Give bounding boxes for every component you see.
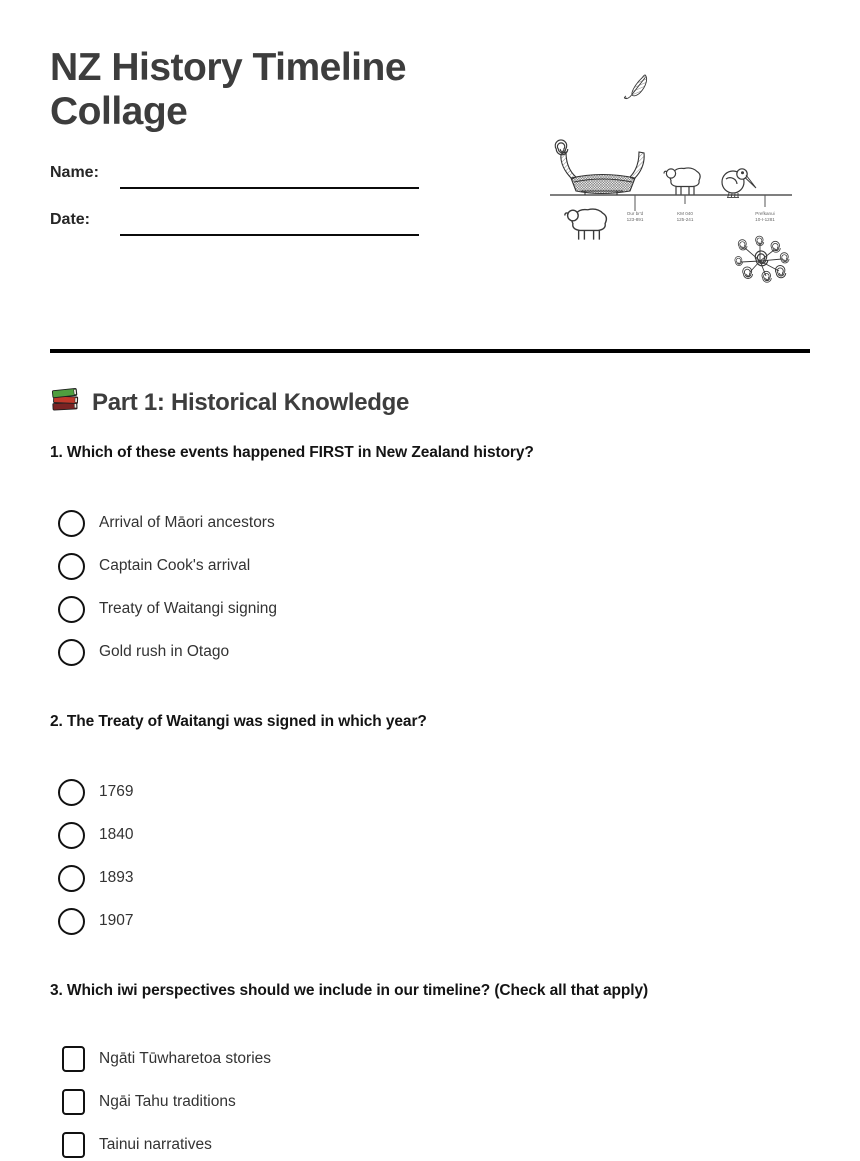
q2-option-label: 1893 (99, 869, 134, 886)
q1-option-label: Treaty of Waitangi signing (99, 600, 278, 617)
q1-radio-2[interactable] (58, 553, 85, 580)
section-divider (50, 349, 810, 353)
q3-option-row (62, 1089, 236, 1115)
books-emoji-icon (50, 386, 82, 419)
q3-checkbox-2[interactable] (62, 1089, 85, 1115)
q2-radio-4[interactable] (58, 908, 85, 935)
q1-option-label: Captain Cook's arrival (99, 557, 251, 574)
timeline-tick-label: 125-241 (676, 217, 694, 222)
q3-checkbox-1[interactable] (62, 1046, 85, 1072)
timeline-tick-label: Our br'd (626, 211, 644, 216)
q3-checkbox-3[interactable] (62, 1132, 85, 1158)
kiwi-icon (722, 169, 756, 198)
waka-icon (555, 140, 644, 195)
part1-heading-text: Part 1: Historical Knowledge (92, 388, 410, 416)
q3-option-row (62, 1046, 271, 1072)
q2-option-row (58, 907, 133, 935)
q1-radio-3[interactable] (58, 596, 85, 623)
feather-icon (624, 71, 649, 104)
koru-cluster-icon (735, 236, 789, 282)
q1-radio-1[interactable] (58, 510, 85, 537)
q2-radio-3[interactable] (58, 865, 85, 892)
q3-option-label: Ngāi Tahu traditions (99, 1093, 236, 1110)
timeline-tick-label: 123-891 (626, 217, 644, 222)
q1-option-row (58, 509, 275, 537)
q1-option-label: Gold rush in Otago (99, 643, 230, 660)
timeline-ticks (635, 195, 765, 211)
timeline-tick-label: KM 040 (677, 211, 693, 216)
nz-timeline-illustration (545, 64, 803, 295)
question-1-text: 1. Which of these events happened FIRST in New Zealand history? (50, 444, 534, 461)
q2-radio-2[interactable] (58, 822, 85, 849)
q1-option-row (58, 595, 277, 623)
sheep-icon (664, 168, 700, 195)
date-input-line[interactable] (120, 234, 419, 236)
name-label: Name: (50, 164, 99, 181)
q2-option-row (58, 778, 133, 806)
q3-option-row (62, 1132, 212, 1158)
q2-option-row (58, 821, 133, 849)
date-label: Date: (50, 211, 91, 228)
q2-option-label: 1769 (99, 783, 134, 800)
q3-option-label: Ngāti Tūwharetoa stories (99, 1050, 272, 1067)
q1-radio-4[interactable] (58, 639, 85, 666)
timeline-tick-label: Prefkanui (755, 211, 775, 216)
q1-option-label: Arrival of Māori ancestors (99, 514, 275, 531)
name-input-line[interactable] (120, 187, 419, 189)
q2-radio-1[interactable] (58, 779, 85, 806)
q1-option-row (58, 552, 250, 580)
q1-option-row (58, 638, 229, 666)
part1-heading (50, 386, 409, 419)
page-title: NZ History Timeline Collage (50, 46, 407, 134)
q2-option-label: 1907 (99, 912, 134, 929)
question-2-text: 2. The Treaty of Waitangi was signed in which year? (50, 713, 427, 730)
timeline-tick-label: 10-I-1281 (755, 217, 775, 222)
q3-option-label: Tainui narratives (99, 1136, 212, 1153)
q2-option-row (58, 864, 133, 892)
sheep-icon (565, 209, 607, 240)
question-3-text: 3. Which iwi perspectives should we include in our timeline? (Check all that apply) (50, 982, 649, 999)
q2-option-label: 1840 (99, 826, 134, 843)
